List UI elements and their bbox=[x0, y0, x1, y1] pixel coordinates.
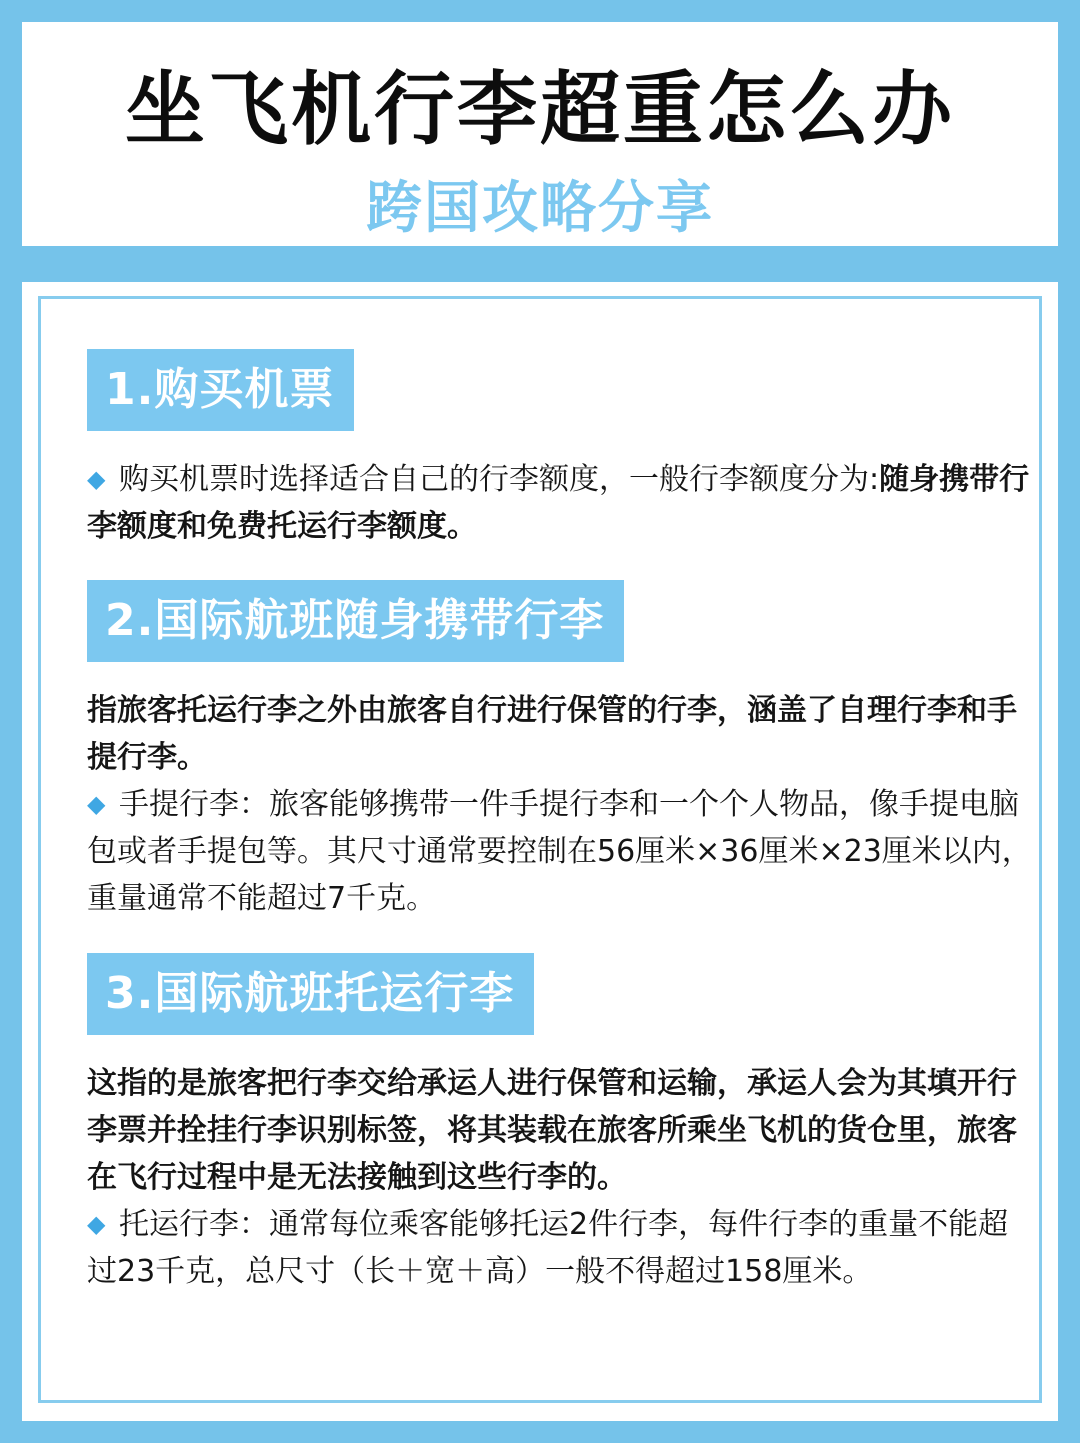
section-2-intro: 指旅客托运行李之外由旅客自行进行保管的行李，涵盖了自理行李和手提行李。 bbox=[87, 693, 1017, 775]
diamond-bullet-icon: ◆ bbox=[87, 465, 106, 493]
section-2-bullet-paragraph bbox=[87, 781, 1037, 922]
diamond-bullet-icon: ◆ bbox=[87, 790, 106, 818]
header-card bbox=[22, 22, 1058, 246]
section-heading-buy-ticket: 1.购买机票 bbox=[87, 349, 354, 431]
page-title: 坐飞机行李超重怎么办 bbox=[125, 63, 955, 156]
section-3-bullet-paragraph bbox=[87, 1201, 1037, 1295]
paragraph-text: 购买机票时选择适合自己的行李额度，一般行李额度分为: bbox=[119, 462, 880, 497]
paragraph-bold-text: 随身携带行李额度和免费托运行李额度。 bbox=[87, 462, 1030, 544]
content-card bbox=[22, 282, 1058, 1421]
content-frame bbox=[38, 296, 1042, 1403]
paragraph-text: 手提行李：旅客能够携带一件手提行李和一个个人物品，像手提电脑包或者手提包等。其尺寸通常要控制在56厘米×36厘米×23厘米以内，重量通常不能超过7千克。 bbox=[87, 787, 1032, 916]
section-heading-checked: 3.国际航班托运行李 bbox=[87, 953, 534, 1035]
section-3-intro: 这指的是旅客把行李交给承运人进行保管和运输，承运人会为其填开行李票并拴挂行李识别标签，将其装载在旅客所乘坐飞机的货仓里，旅客在飞行过程中是无法接触到这些行李的。 bbox=[87, 1066, 1017, 1195]
diamond-bullet-icon: ◆ bbox=[87, 1210, 106, 1238]
paragraph-text: 托运行李：通常每位乘客能够托运2件行李，每件行李的重量不能超过23千克，总尺寸（长＋宽＋高）一般不得超过158厘米。 bbox=[87, 1207, 1009, 1289]
section-1-paragraph bbox=[87, 456, 1037, 550]
page-subtitle: 跨国攻略分享 bbox=[366, 176, 714, 241]
section-heading-carry-on: 2.国际航班随身携带行李 bbox=[87, 580, 624, 662]
